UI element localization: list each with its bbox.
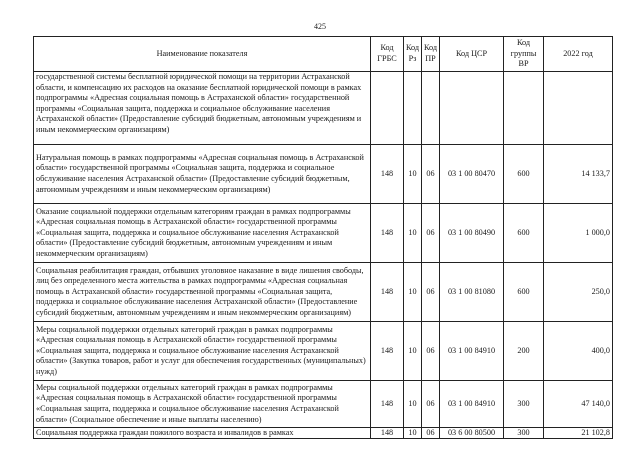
row-csr: 03 1 00 80470 (440, 145, 504, 204)
row-vr: 600 (504, 263, 544, 322)
header-vr: Код группы ВР (504, 37, 544, 72)
row-pr: 06 (422, 145, 440, 204)
row-rz: 10 (404, 322, 422, 381)
row-rz: 10 (404, 381, 422, 428)
row-grbs (371, 72, 404, 145)
row-grbs: 148 (371, 428, 404, 439)
row-name: государственной системы бесплатной юридической помощи на территории Астраханской области, и компенсацию их расходов на оказание бесплатной юридической помощи в рамках подпрограммы «Адресная социальная помощь в Астраханской области» государственной программы «Социальная защита, поддержка и социальное обслуживание населения Астраханской области» (Предоставление субсидий бюджетным, автономным учреждениям и иным некоммерческим организациям) (34, 72, 371, 145)
row-name: Социальная реабилитация граждан, отбывших уголовное наказание в виде лишения свободы, лиц без определенного места жительства в рамках подпрограммы «Адресная социальная помощь в Астраханской области» государственной программы «Социальная защита, поддержка и социальное обслуживание населения Астраханской области» (Предоставление субсидий бюджетным, автономным учреждениям и иным некоммерческим организациям) (34, 263, 371, 322)
row-amount: 400,0 (544, 322, 613, 381)
row-amount: 1 000,0 (544, 204, 613, 263)
row-pr: 06 (422, 322, 440, 381)
table-row (34, 428, 613, 439)
row-name: Меры социальной поддержки отдельных категорий граждан в рамках подпрограммы «Адресная социальная помощь в Астраханской области» государственной программы «Социальная защита, поддержка и социальное обслуживание населения Астраханской области» (Социальное обеспечение и иные выплаты населению) (34, 381, 371, 428)
row-csr: 03 6 00 80500 (440, 428, 504, 439)
table-row (34, 322, 613, 381)
table-row (34, 381, 613, 428)
row-amount: 47 140,0 (544, 381, 613, 428)
row-rz: 10 (404, 263, 422, 322)
row-grbs: 148 (371, 381, 404, 428)
row-pr: 06 (422, 428, 440, 439)
row-vr (504, 72, 544, 145)
row-pr (422, 72, 440, 145)
row-name: Натуральная помощь в рамках подпрограммы «Адресная социальная помощь в Астраханской области» государственной программы «Социальная защита, поддержка и социальное обслуживание населения Астраханской области» (Предоставление субсидий бюджетным, автономным учреждениям и иным некоммерческим организациям) (34, 145, 371, 204)
row-csr: 03 1 00 81080 (440, 263, 504, 322)
row-vr: 600 (504, 145, 544, 204)
row-csr: 03 1 00 84910 (440, 381, 504, 428)
page-number: 425 (314, 22, 326, 31)
row-grbs: 148 (371, 145, 404, 204)
row-csr (440, 72, 504, 145)
row-name: Оказание социальной поддержки отдельным категориям граждан в рамках подпрограммы «Адресная социальная помощь в Астраханской области» государственной программы «Социальная защита, поддержка и социальное обслуживание населения Астраханской области» (Предоставление субсидий бюджетным, автономным учреждениям и иным некоммерческим организациям) (34, 204, 371, 263)
row-csr: 03 1 00 80490 (440, 204, 504, 263)
header-year: 2022 год (544, 37, 613, 72)
table-row (34, 204, 613, 263)
row-pr: 06 (422, 263, 440, 322)
row-rz: 10 (404, 145, 422, 204)
header-rz: Код Рз (404, 37, 422, 72)
row-amount: 21 102,8 (544, 428, 613, 439)
row-grbs: 148 (371, 322, 404, 381)
table-row (34, 263, 613, 322)
row-rz: 10 (404, 204, 422, 263)
row-pr: 06 (422, 381, 440, 428)
row-amount (544, 72, 613, 145)
row-name: Меры социальной поддержки отдельных категорий граждан в рамках подпрограммы «Адресная социальная помощь в Астраханской области» государственной программы «Социальная защита, поддержка и социальное обслуживание населения Астраханской области» (Закупка товаров, работ и услуг для обеспечения государственных (муниципальных) нужд) (34, 322, 371, 381)
header-name: Наименование показателя (34, 37, 371, 72)
row-amount: 14 133,7 (544, 145, 613, 204)
header-csr: Код ЦСР (440, 37, 504, 72)
row-csr: 03 1 00 84910 (440, 322, 504, 381)
row-rz: 10 (404, 428, 422, 439)
row-rz (404, 72, 422, 145)
row-amount: 250,0 (544, 263, 613, 322)
row-vr: 200 (504, 322, 544, 381)
table-row (34, 145, 613, 204)
table-row (34, 72, 613, 145)
header-grbs: Код ГРБС (371, 37, 404, 72)
row-name: Социальная поддержка граждан пожилого возраста и инвалидов в рамках (34, 428, 371, 439)
row-vr: 300 (504, 428, 544, 439)
row-pr: 06 (422, 204, 440, 263)
row-vr: 300 (504, 381, 544, 428)
row-grbs: 148 (371, 204, 404, 263)
row-grbs: 148 (371, 263, 404, 322)
row-vr: 600 (504, 204, 544, 263)
header-pr: Код ПР (422, 37, 440, 72)
table-header-row (34, 37, 613, 72)
budget-table (33, 36, 613, 439)
